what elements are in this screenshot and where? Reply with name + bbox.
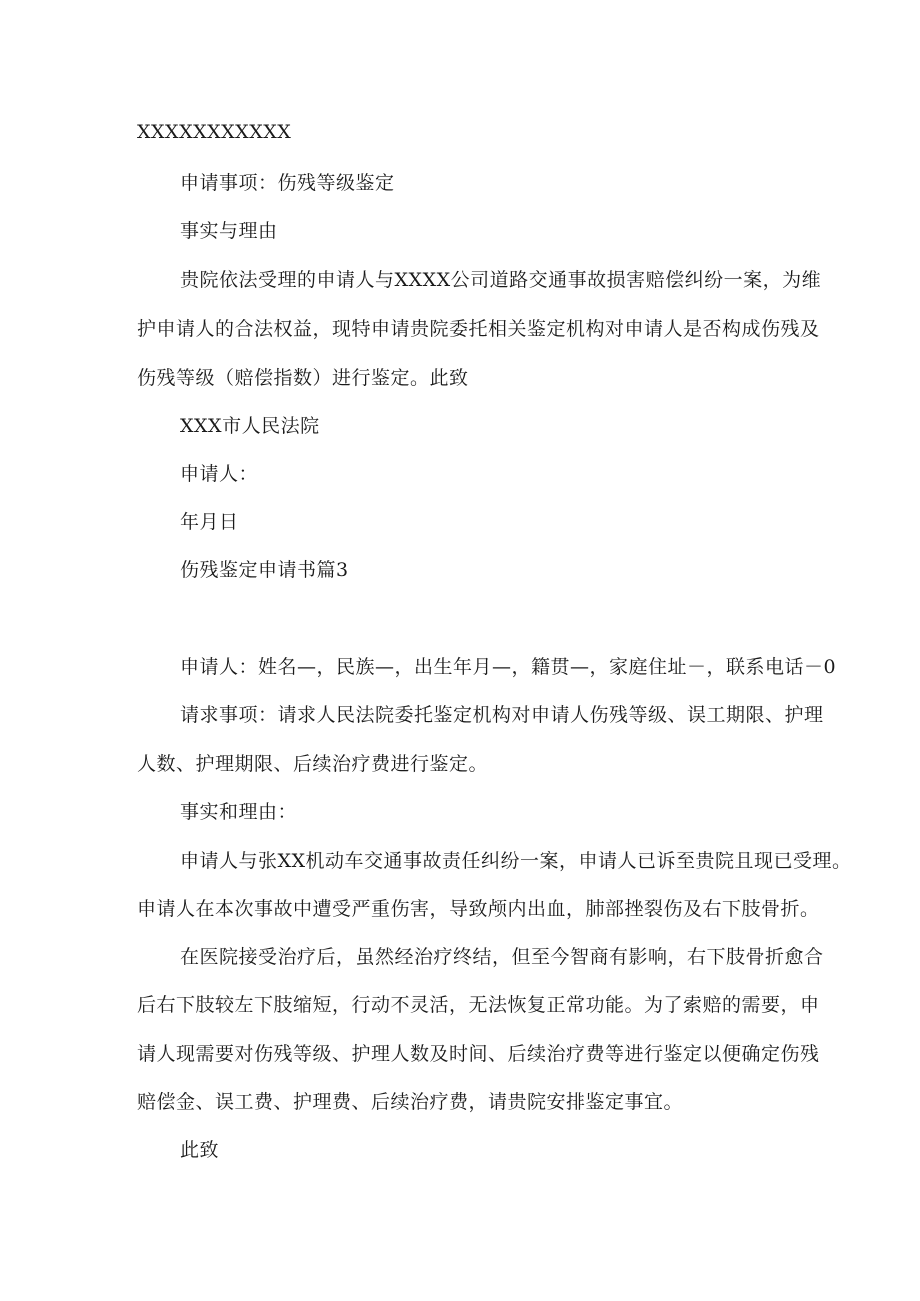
para1-line-2: 申请人在本次事故中遭受严重伤害，导致颅内出血，肺部挫裂伤及右下肢骨折。 [137,898,820,920]
court-name: XXX市人民法院 [180,415,320,437]
para2-line-1: 在医院接受治疗后，虽然经治疗终结，但至今智商有影响，右下肢骨折愈合 [180,946,824,968]
request-line-1: 请求事项：请求人民法院委托鉴定机构对申请人伤残等级、误工期限、护理 [180,704,824,726]
body-line-3: 伤残等级（赔偿指数）进行鉴定。此致 [137,367,469,389]
section-title: 伤残鉴定申请书篇3 [180,559,349,581]
para2-line-2: 后右下肢较左下肢缩短，行动不灵活，无法恢复正常功能。为了索赔的需要，申 [137,994,820,1016]
applicant-info-line: 申请人：姓名—，民族—，出生年月—，籍贯—，家庭住址－，联系电话－0 [180,656,837,678]
body-line-1: 贵院依法受理的申请人与XXXX公司道路交通事故损害赔偿纠纷一案，为维 [180,269,822,291]
para2-line-4: 赔偿金、误工费、护理费、后续治疗费，请贵院安排鉴定事宜。 [137,1091,684,1113]
header-placeholder: XXXXXXXXXXX [137,121,292,143]
closing-line: 此致 [180,1139,220,1161]
applicant-label: 申请人： [180,463,259,485]
request-line-2: 人数、护理期限、后续治疗费进行鉴定。 [137,753,489,775]
facts-heading: 事实与理由 [180,220,278,242]
facts-reasons-heading: 事实和理由： [180,801,298,823]
request-item-line: 申请事项：伤残等级鉴定 [180,172,395,194]
body-line-2: 护申请人的合法权益，现特申请贵院委托相关鉴定机构对申请人是否构成伤残及 [137,318,820,340]
para1-line-1: 申请人与张XX机动车交通事故责任纠纷一案，申请人已诉至贵院且现已受理。 [180,850,852,872]
date-line: 年月日 [180,511,239,533]
para2-line-3: 请人现需要对伤残等级、护理人数及时间、后续治疗费等进行鉴定以便确定伤残 [137,1043,820,1065]
